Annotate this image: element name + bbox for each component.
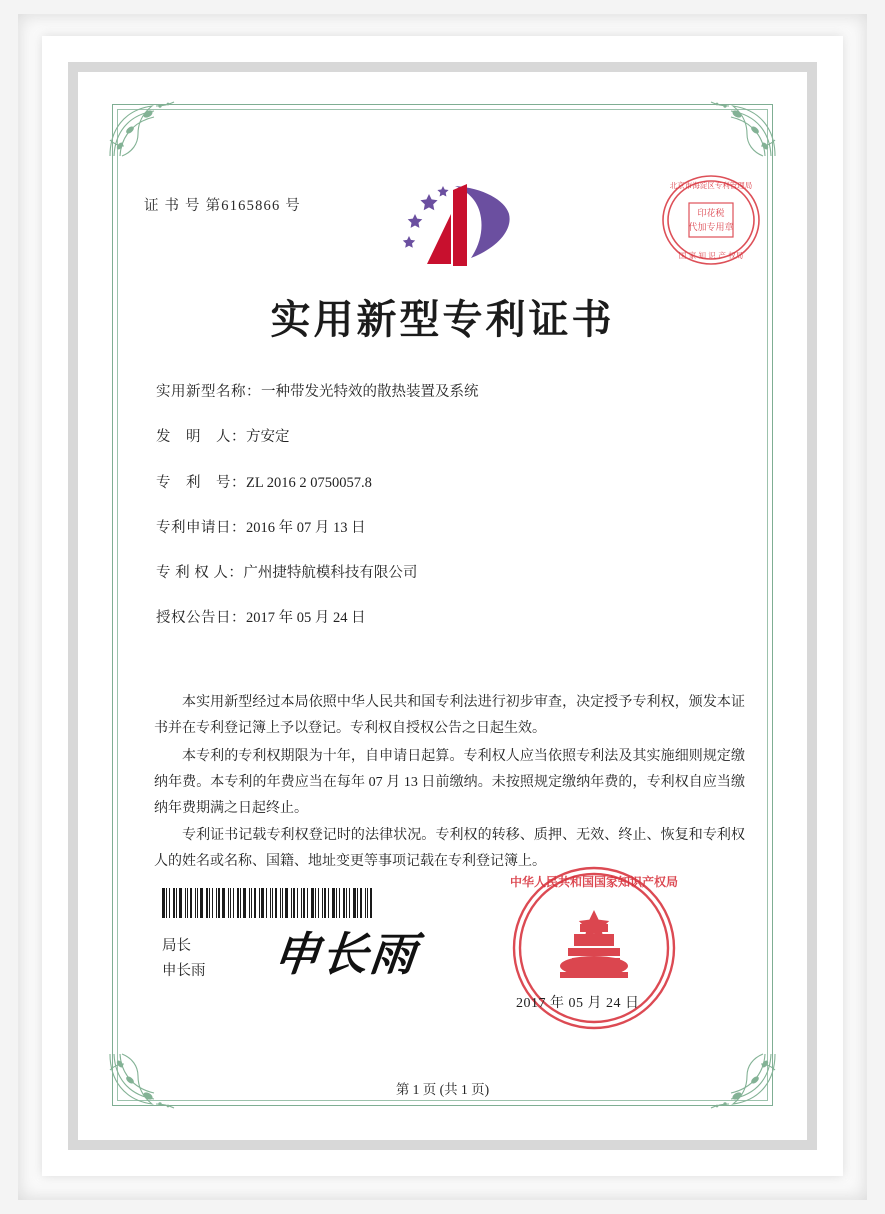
field-patent-number [156,473,743,493]
body-paragraph: 专利证书记载专利权登记时的法律状况。专利权的转移、质押、无效、终止、恢复和专利权人的姓名或名称、国籍、地址变更等事项记载在专利登记簿上。 [154,828,745,870]
field-utility-model-name [156,382,743,402]
field-value: 2017 年 05 月 24 日 [246,610,366,627]
svg-text:印花税: 印花税 [697,209,725,219]
signature-block [162,934,206,983]
legal-body-text [154,690,745,877]
top-right-red-stamp [657,170,765,270]
director-name-label: 申长雨 [162,962,206,979]
svg-text:国 家 知 识 产 权局: 国 家 知 识 产 权局 [678,251,744,260]
field-inventor [156,427,743,447]
field-value: 2016 年 07 月 13 日 [246,519,366,536]
field-label: 专利申请日： [156,519,246,536]
certificate-content [78,72,807,1140]
fields-list [156,382,743,654]
footer-page-number: 第 1 页 (共 1 页) [395,1082,490,1097]
field-value: 广州捷特航模科技有限公司 [243,565,418,582]
handwritten-signature: 申长雨 [270,927,421,981]
field-label: 专 利 权 人： [156,565,244,582]
field-label: 实用新型名称： [156,384,261,400]
page-title: 实用新型专利证书 [270,296,615,343]
patent-office-logo-icon [393,180,523,278]
field-value: 一种带发光特效的散热装置及系统 [261,384,479,400]
field-value: 方安定 [246,429,290,446]
body-paragraph: 本专利的专利权期限为十年，自申请日起算。专利权人应当依照专利法及其实施细则规定缴纳年费。本专利的年费应当在每年 07 月 13 日前缴纳。未按照规定缴纳年费的，专利权自应当缴纳年费期满之日起终止。 [154,748,745,816]
field-label: 授权公告日： [156,610,246,627]
svg-text:中华人民共和国国家知识产权局: 中华人民共和国国家知识产权局 [509,875,679,889]
barcode [162,888,378,918]
field-patentee [156,563,743,583]
field-label: 专 利 号： [156,474,246,491]
certificate-paper [78,72,807,1140]
field-value: ZL 2016 2 0750057.8 [246,474,372,491]
certificate-number: 证 书 号 第6165866 号 [144,198,301,214]
issue-date: 2017 年 05 月 24 日 [516,996,640,1011]
svg-text:代加专用章: 代加专用章 [688,223,734,233]
field-grant-announcement-date [156,608,743,628]
svg-text:北京市海淀区专利管理局: 北京市海淀区专利管理局 [669,181,753,190]
field-label: 发 明 人： [156,429,246,446]
director-title-label: 局长 [162,938,191,954]
field-application-date [156,518,743,538]
body-paragraph: 本实用新型经过本局依照中华人民共和国专利法进行初步审查，决定授予专利权，颁发本证书并在专利登记簿上予以登记。专利权自授权公告之日起生效。 [154,695,745,736]
